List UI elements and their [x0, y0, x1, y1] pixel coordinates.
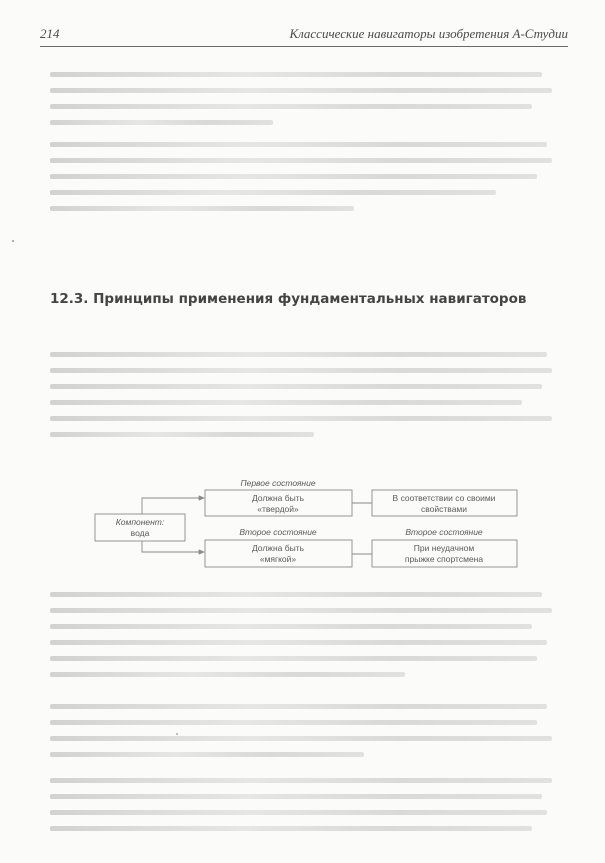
svg-text:В соответствии со своими: В соответствии со своими [392, 493, 496, 503]
svg-text:«твердой»: «твердой» [257, 504, 299, 514]
state2-result-box [372, 540, 517, 567]
section-heading: 12.3. Принципы применения фундаментальных навигаторов [50, 291, 527, 307]
state1-result-box [372, 490, 517, 516]
arrow-to-state1 [142, 498, 204, 514]
paragraph-block-4 [50, 592, 557, 688]
page-number: 214 [40, 26, 60, 41]
svg-text:При неудачном: При неудачном [413, 543, 475, 553]
svg-text:Должна быть: Должна быть [251, 493, 305, 503]
paragraph-block-6 [50, 778, 557, 842]
component-value: вода [130, 528, 150, 538]
component-label: Компонент: [115, 517, 165, 527]
state1-label: Первое состояние [240, 478, 316, 488]
running-title: Классические навигаторы изобретения А-Студии [289, 26, 568, 41]
state1-box [205, 490, 352, 516]
svg-text:Должна быть: Должна быть [251, 543, 305, 553]
svg-text:свойствами: свойствами [420, 504, 468, 514]
arrow-to-state2 [142, 540, 204, 552]
state2-label: Второе состояние [239, 527, 317, 537]
state2-box [205, 540, 352, 567]
state2-result-label: Второе состояние [405, 527, 483, 537]
svg-text:«мягкой»: «мягкой» [259, 554, 297, 564]
component-box [95, 514, 185, 541]
paragraph-block-5 [50, 704, 557, 768]
svg-text:прыжке спортсмена: прыжке спортсмена [404, 554, 484, 564]
